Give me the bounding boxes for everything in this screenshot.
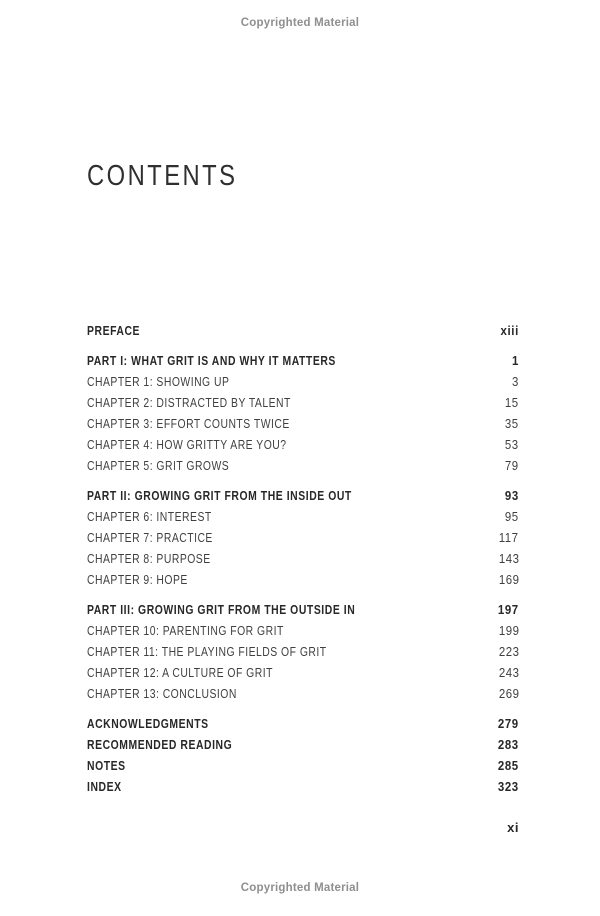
toc-entry-label: CHAPTER 1: SHOWING UP xyxy=(87,374,230,389)
toc-entry xyxy=(87,527,519,548)
toc-entry-label: CHAPTER 7: PRACTICE xyxy=(87,530,213,545)
toc-entry xyxy=(87,776,519,797)
toc-entry-page-number: 79 xyxy=(505,458,519,473)
toc-entry-label: CHAPTER 10: PARENTING FOR GRIT xyxy=(87,623,284,638)
toc-entry xyxy=(87,434,519,455)
toc-entry-page-number: 223 xyxy=(498,644,519,659)
toc-entry-page-number: 169 xyxy=(498,572,519,587)
toc-entry-page-number: 53 xyxy=(505,437,519,452)
toc-entry-label: CHAPTER 8: PURPOSE xyxy=(87,551,211,566)
toc-entry xyxy=(87,683,519,704)
page-title: CONTENTS xyxy=(87,160,238,192)
toc-entry-label: PART II: GROWING GRIT FROM THE INSIDE OUT xyxy=(87,488,352,503)
toc-entry xyxy=(87,548,519,569)
toc-entry xyxy=(87,569,519,590)
toc-entry-label: PART III: GROWING GRIT FROM THE OUTSIDE IN xyxy=(87,602,356,617)
toc-entry-page-number: xiii xyxy=(500,323,519,338)
toc-entry xyxy=(87,506,519,527)
toc-entry-page-number: 279 xyxy=(498,716,519,731)
table-of-contents xyxy=(87,320,519,797)
toc-entry-label: ACKNOWLEDGMENTS xyxy=(87,716,209,731)
toc-entry xyxy=(87,713,519,734)
toc-entry xyxy=(87,320,519,341)
toc-entry xyxy=(87,620,519,641)
toc-entry xyxy=(87,755,519,776)
toc-entry-label: CHAPTER 11: THE PLAYING FIELDS OF GRIT xyxy=(87,644,327,659)
toc-entry xyxy=(87,371,519,392)
toc-entry-page-number: 143 xyxy=(498,551,519,566)
toc-entry-page-number: 3 xyxy=(512,374,519,389)
toc-entry xyxy=(87,485,519,506)
folio-page-number: xi xyxy=(507,820,519,835)
toc-entry-page-number: 1 xyxy=(512,353,519,368)
toc-entry-page-number: 199 xyxy=(498,623,519,638)
toc-entry xyxy=(87,455,519,476)
toc-entry-label: RECOMMENDED READING xyxy=(87,737,233,752)
toc-entry-label: PREFACE xyxy=(87,323,141,338)
toc-entry-label: CHAPTER 4: HOW GRITTY ARE YOU? xyxy=(87,437,287,452)
toc-entry-page-number: 269 xyxy=(498,686,519,701)
toc-entry-label: PART I: WHAT GRIT IS AND WHY IT MATTERS xyxy=(87,353,336,368)
toc-entry xyxy=(87,662,519,683)
toc-entry-page-number: 35 xyxy=(505,416,519,431)
toc-entry-label: CHAPTER 2: DISTRACTED BY TALENT xyxy=(87,395,291,410)
toc-entry-page-number: 197 xyxy=(498,602,519,617)
toc-entry xyxy=(87,641,519,662)
toc-entry-page-number: 285 xyxy=(498,758,519,773)
toc-entry-page-number: 283 xyxy=(498,737,519,752)
toc-entry-page-number: 117 xyxy=(499,530,519,545)
toc-entry xyxy=(87,599,519,620)
toc-entry-label: CHAPTER 5: GRIT GROWS xyxy=(87,458,230,473)
toc-entry-page-number: 95 xyxy=(505,509,519,524)
toc-entry xyxy=(87,392,519,413)
toc-entry xyxy=(87,413,519,434)
toc-entry-label: INDEX xyxy=(87,779,122,794)
toc-entry-page-number: 93 xyxy=(505,488,519,503)
toc-entry-page-number: 243 xyxy=(498,665,519,680)
copyright-notice-top: Copyrighted Material xyxy=(240,17,360,29)
toc-entry-label: CHAPTER 13: CONCLUSION xyxy=(87,686,237,701)
toc-entry-label: CHAPTER 12: A CULTURE OF GRIT xyxy=(87,665,273,680)
toc-entry-label: NOTES xyxy=(87,758,126,773)
toc-entry-page-number: 15 xyxy=(505,395,519,410)
toc-entry xyxy=(87,350,519,371)
toc-entry-page-number: 323 xyxy=(498,779,519,794)
toc-entry-label: CHAPTER 6: INTEREST xyxy=(87,509,212,524)
toc-entry-label: CHAPTER 9: HOPE xyxy=(87,572,188,587)
copyright-notice-bottom: Copyrighted Material xyxy=(240,882,360,894)
toc-entry xyxy=(87,734,519,755)
toc-entry-label: CHAPTER 3: EFFORT COUNTS TWICE xyxy=(87,416,290,431)
